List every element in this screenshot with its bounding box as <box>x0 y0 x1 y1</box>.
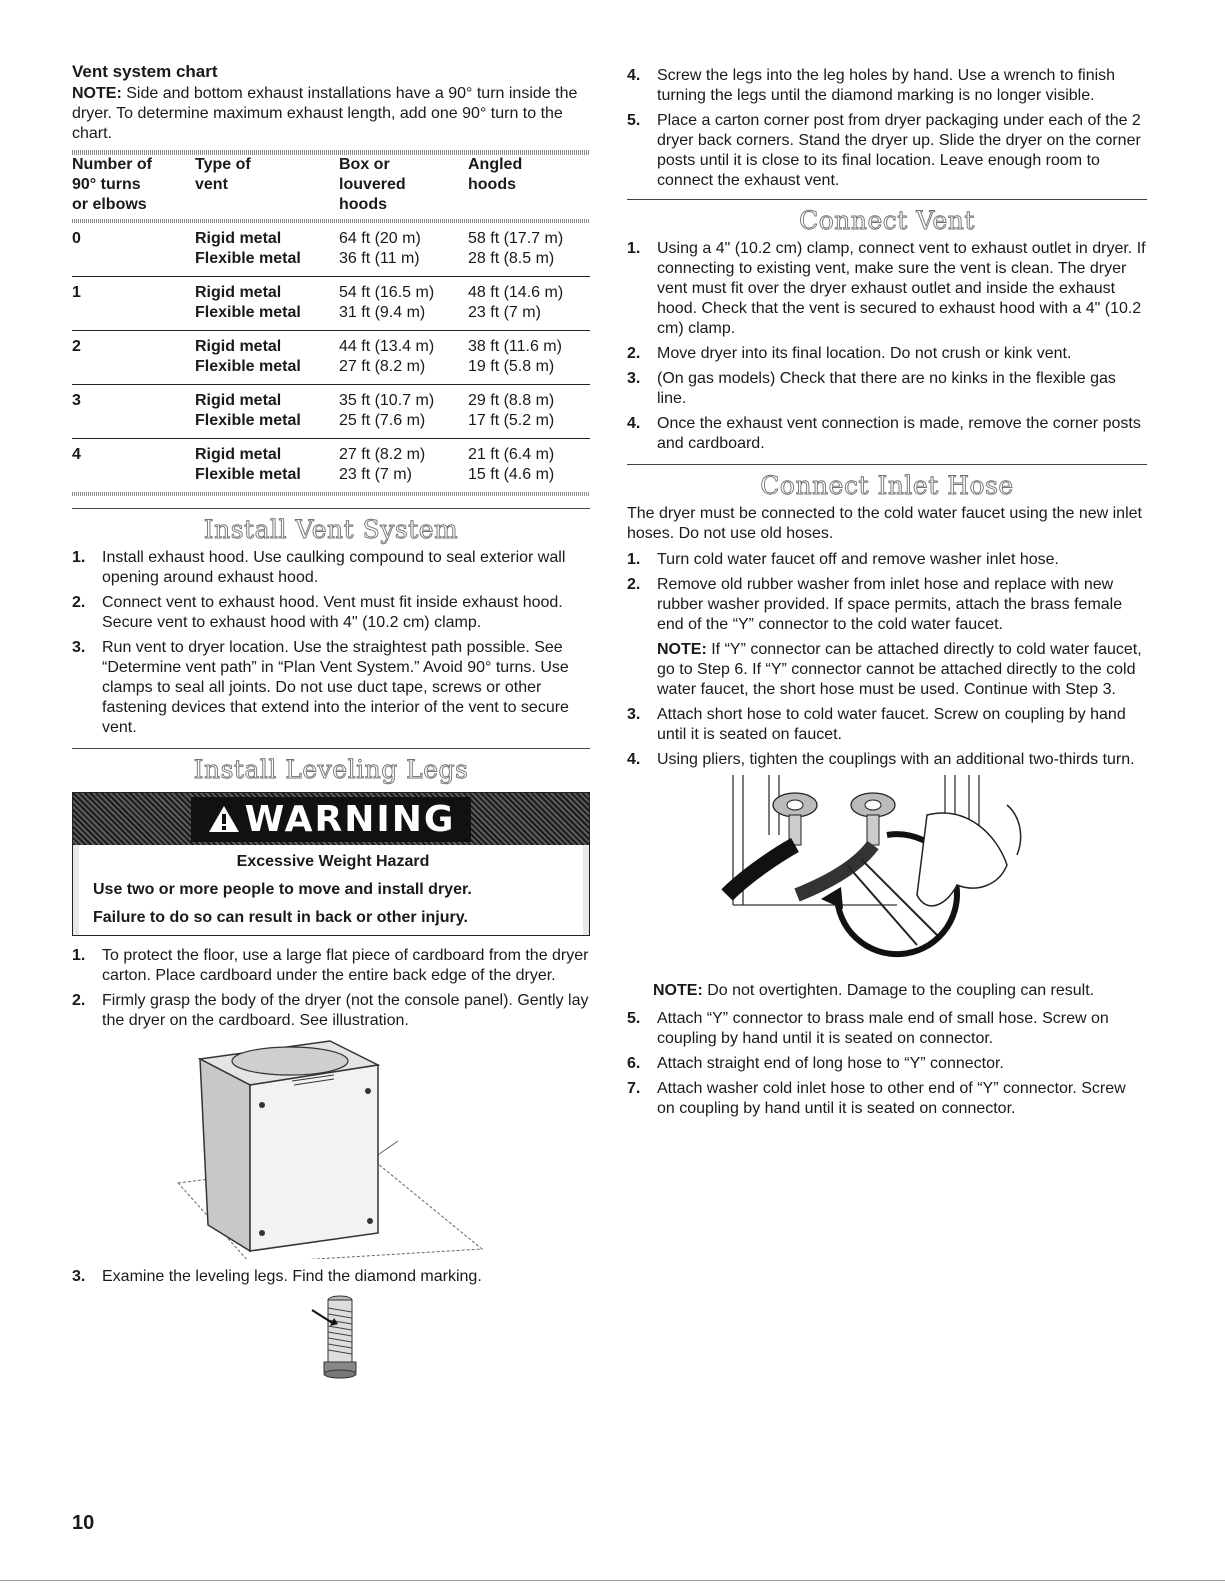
angled-hood-length-cell: 23 ft (7 m) <box>468 303 590 331</box>
section-divider <box>627 199 1147 200</box>
box-hood-length-cell: 36 ft (11 m) <box>339 249 468 277</box>
overtighten-note: NOTE: Do not overtighten. Damage to the coupling can result. <box>653 982 1095 999</box>
step-2-note: NOTE: If “Y” connector can be attached directly to cold water faucet, go to Step 6. If “Y” connector cannot be attached directly to the cold water faucet, the short hose must be used. Continue with Step 3. <box>657 641 1142 698</box>
turns-cell <box>72 465 195 492</box>
box-hood-length-cell: 23 ft (7 m) <box>339 466 412 483</box>
list-item: 1. To protect the floor, use a large flat piece of cardboard from the dryer carton. Place cardboard under the entire back edge of the dryer. <box>72 947 589 984</box>
dryer-on-cardboard-illustration <box>72 1037 590 1259</box>
list-item: 4. Screw the legs into the leg holes by hand. Use a wrench to finish turning the legs until the diamond marking is no longer visible. <box>627 67 1116 104</box>
turns-cell <box>72 249 195 277</box>
angled-hood-length-cell: 17 ft (5.2 m) <box>468 411 590 439</box>
table-row <box>72 249 590 277</box>
note-label: NOTE: <box>72 85 122 102</box>
note-text: Side and bottom exhaust installations have a 90° turn inside the dryer. To determine maximum exhaust length, add one 90° turn to the chart. <box>72 85 578 142</box>
vent-type-cell: Rigid metal <box>195 338 282 355</box>
list-item: 5. Attach “Y” connector to brass male end of small hose. Screw on coupling by hand until it is seated on connector. <box>627 1010 1109 1047</box>
list-item: 2. Firmly grasp the body of the dryer (not the console panel). Gently lay the dryer on the cardboard. See illustration. <box>72 992 589 1029</box>
table-header-row <box>72 155 590 215</box>
vent-type-cell: Flexible metal <box>195 466 301 483</box>
box-hood-length-cell: 35 ft (10.7 m) <box>339 392 435 409</box>
install-legs-title: Install Leveling Legs <box>193 755 469 784</box>
list-item: 5. Place a carton corner post from dryer packaging under each of the 2 dryer back corners. Stand the dryer up. Slide the dryer on the corner posts until it is close to its final location. Leave enough room to connect the exhaust vent. <box>627 112 1141 189</box>
angled-hood-length-cell: 28 ft (8.5 m) <box>468 249 590 277</box>
turns-cell <box>72 303 195 331</box>
vent-type-cell: Rigid metal <box>195 230 282 247</box>
table-row <box>72 357 590 385</box>
list-item: 3. Examine the leveling legs. Find the diamond marking. <box>72 1268 482 1285</box>
section-divider <box>72 748 590 749</box>
list-item: 2. Connect vent to exhaust hood. Vent must fit inside exhaust hood. Secure vent to exhaust hood with 4" (10.2 cm) clamp. <box>72 594 563 631</box>
table-row <box>72 331 590 358</box>
faucet-coupling-illustration <box>627 775 1147 975</box>
connect-vent-title: Connect Vent <box>799 206 975 235</box>
vent-type-cell: Rigid metal <box>195 392 282 409</box>
turns-cell <box>72 357 195 385</box>
warning-word: WARNING <box>244 798 456 840</box>
vent-chart-note <box>72 84 590 144</box>
vent-chart-title: Vent system chart <box>72 62 218 81</box>
list-item: 1. Turn cold water faucet off and remove washer inlet hose. <box>627 551 1059 568</box>
section-divider <box>72 508 590 509</box>
vent-type-cell: Rigid metal <box>195 446 282 463</box>
table-row <box>72 277 590 304</box>
list-item: 1. Using a 4" (10.2 cm) clamp, connect vent to exhaust outlet in dryer. If connecting to existing vent, make sure the vent is clean. The dryer vent must fit over the dryer exhaust outlet and inside the exhaust hood. Check that the vent is secured to exhaust hood with a 4" (10.2 cm) clamp. <box>627 240 1146 337</box>
angled-hood-length-cell: 38 ft (11.6 m) <box>468 338 562 355</box>
install-vent-steps <box>72 548 590 738</box>
connect-hose-steps <box>627 550 1147 770</box>
list-item: 3. Attach short hose to cold water faucet. Screw on coupling by hand until it is seated on faucet. <box>627 706 1126 743</box>
list-item: 6. Attach straight end of long hose to “Y” connector. <box>627 1055 1004 1072</box>
angled-hood-length-cell: 19 ft (5.8 m) <box>468 357 590 385</box>
turns-cell: 2 <box>72 338 81 355</box>
table-row <box>72 385 590 412</box>
right-column <box>627 62 1147 1124</box>
header-box-hoods: Box or louvered hoods <box>339 156 406 213</box>
turns-cell: 1 <box>72 284 81 301</box>
install-legs-step-3 <box>72 1267 590 1287</box>
box-hood-length-cell: 54 ft (16.5 m) <box>339 284 435 301</box>
vent-type-cell: Flexible metal <box>195 357 339 385</box>
turns-cell: 4 <box>72 446 81 463</box>
table-row <box>72 411 590 439</box>
connect-hose-title: Connect Inlet Hose <box>760 471 1014 500</box>
leveling-leg-illustration <box>72 1292 590 1382</box>
table-row <box>72 439 590 466</box>
header-vent-type: Type of vent <box>195 156 251 193</box>
warning-body <box>73 845 589 935</box>
turns-cell: 3 <box>72 392 81 409</box>
install-vent-title: Install Vent System <box>203 515 459 544</box>
table-row <box>72 223 590 249</box>
list-item: 2. Move dryer into its final location. Do not crush or kink vent. <box>627 345 1072 362</box>
install-legs-steps-continued <box>627 66 1147 191</box>
left-column <box>72 62 590 1382</box>
angled-hood-length-cell: 58 ft (17.7 m) <box>468 230 564 247</box>
vent-system-table <box>72 155 590 492</box>
warning-tag <box>191 797 472 842</box>
angled-hood-length-cell: 15 ft (4.6 m) <box>468 466 555 483</box>
angled-hood-length-cell: 48 ft (14.6 m) <box>468 284 564 301</box>
section-divider <box>627 464 1147 465</box>
header-turns: Number of 90° turns or elbows <box>72 156 152 213</box>
header-angled-hoods: Angled hoods <box>468 156 523 193</box>
box-hood-length-cell: 27 ft (8.2 m) <box>339 357 468 385</box>
box-hood-length-cell: 27 ft (8.2 m) <box>339 446 426 463</box>
install-legs-steps <box>72 946 590 1031</box>
vent-type-cell: Flexible metal <box>195 303 339 331</box>
table-row <box>72 303 590 331</box>
list-item: 2. Remove old rubber washer from inlet hose and replace with new rubber washer provided. If space permits, attach the brass female end of the “Y” connector to the cold water faucet. NOTE: If “Y” connector can be attached directly to cold water faucet, go to Step 6. If “Y” connector cannot be attached directly to the cold water faucet, the short hose must be used. Continue with Step 3. <box>627 575 1147 700</box>
turns-cell: 0 <box>72 230 81 247</box>
connect-hose-intro: The dryer must be connected to the cold water faucet using the new inlet hoses. Do not use old hoses. <box>627 505 1142 542</box>
box-hood-length-cell: 25 ft (7.6 m) <box>339 411 468 439</box>
list-item: 4. Using pliers, tighten the couplings with an additional two-thirds turn. <box>627 751 1135 768</box>
warning-line-2: Failure to do so can result in back or other injury. <box>93 909 468 926</box>
vent-type-cell: Flexible metal <box>195 249 339 277</box>
warning-triangle-icon <box>207 804 241 834</box>
box-hood-length-cell: 64 ft (20 m) <box>339 230 421 247</box>
box-hood-length-cell: 44 ft (13.4 m) <box>339 338 435 355</box>
warning-header <box>73 793 589 845</box>
list-item: 7. Attach washer cold inlet hose to other end of “Y” connector. Screw on coupling by hand until it is seated on connector. <box>627 1080 1126 1117</box>
chart-bottom-border <box>72 492 590 496</box>
list-item: 1. Install exhaust hood. Use caulking compound to seal exterior wall opening around exhaust hood. <box>72 549 566 586</box>
page-number: 10 <box>72 1512 95 1534</box>
list-item: 3. Run vent to dryer location. Use the straightest path possible. See “Determine vent path” in “Plan Vent System.” Avoid 90° turns. Use clamps to seal all joints. Do not use duct tape, screws or other fastening devices that extend into the interior of the vent to secure vent. <box>72 639 569 736</box>
list-item: 3. (On gas models) Check that there are no kinks in the flexible gas line. <box>627 370 1116 407</box>
vent-type-cell: Rigid metal <box>195 284 282 301</box>
warning-line-1: Use two or more people to move and install dryer. <box>93 881 472 898</box>
page-bottom-rule <box>0 1580 1225 1581</box>
table-row <box>72 465 590 492</box>
warning-hazard: Excessive Weight Hazard <box>236 853 430 870</box>
warning-box <box>72 792 590 936</box>
vent-type-cell: Flexible metal <box>195 411 339 439</box>
connect-vent-steps <box>627 239 1147 454</box>
angled-hood-length-cell: 21 ft (6.4 m) <box>468 446 555 463</box>
connect-hose-steps-2 <box>627 1009 1147 1119</box>
box-hood-length-cell: 31 ft (9.4 m) <box>339 303 468 331</box>
turns-cell <box>72 411 195 439</box>
angled-hood-length-cell: 29 ft (8.8 m) <box>468 392 555 409</box>
list-item: 4. Once the exhaust vent connection is made, remove the corner posts and cardboard. <box>627 415 1141 452</box>
